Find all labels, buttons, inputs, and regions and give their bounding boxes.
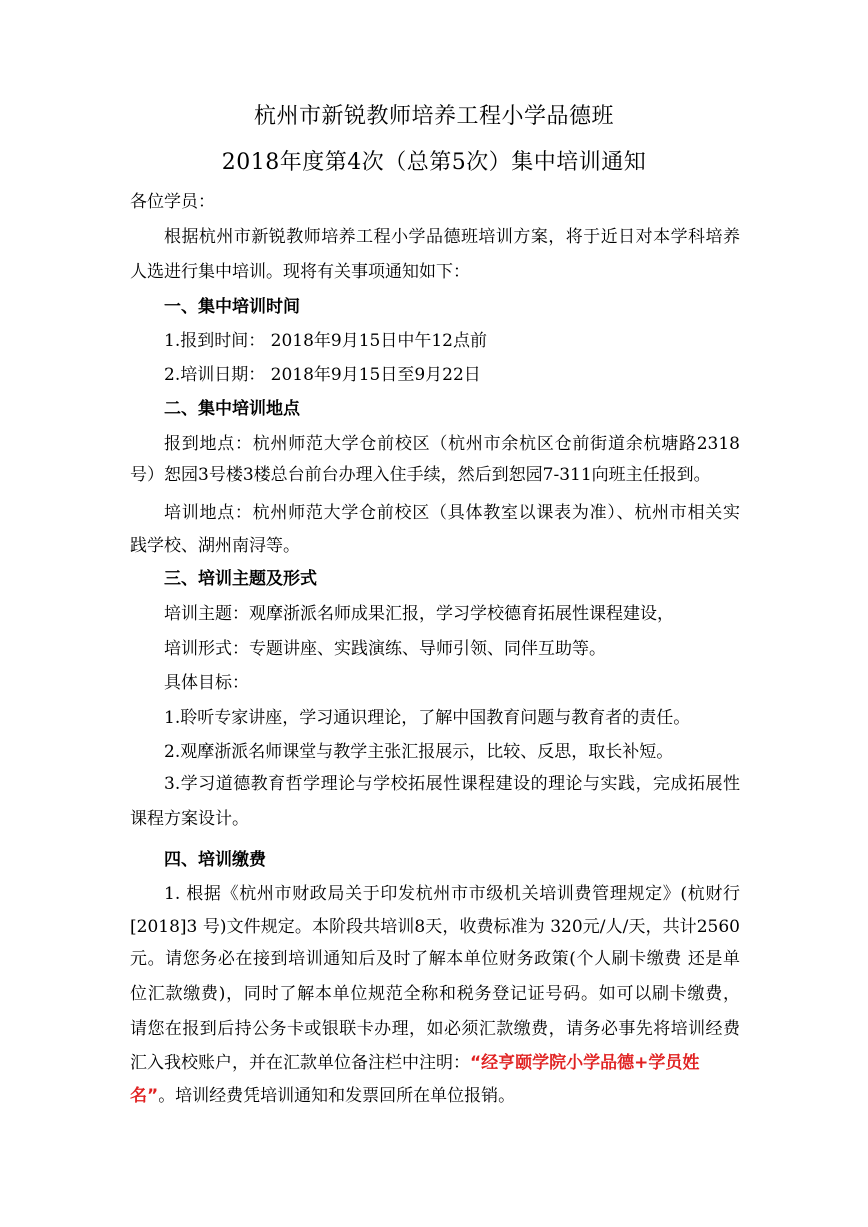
training-location-line: 践学校、湖州南浔等。: [130, 536, 300, 556]
goal-item: 2.观摩浙派名师课堂与教学主张汇报展示，比较、反思，取长补短。: [164, 742, 674, 762]
goal-item-line: 课程方案设计。: [130, 809, 249, 829]
fee-paragraph-line: 1. 根据《杭州市财政局关于印发杭州市市级机关培训费管理规定》(杭财行: [164, 884, 740, 904]
section-heading-time: 一、集中培训时间: [164, 297, 300, 317]
training-dates: 2.培训日期： 2018年9月15日至9月22日: [164, 365, 481, 385]
fee-paragraph-line: [2018]3 号)文件规定。本阶段共培训8天，收费标准为 320元/人/天，共计2560: [130, 917, 740, 937]
training-theme: 培训主题：观摩浙派名师成果汇报，学习学校德育拓展性课程建设，: [164, 604, 674, 624]
reimbursement-text: 。培训经费凭培训通知和发票回所在单位报销。: [158, 1086, 516, 1106]
report-location-line: 号）恕园3号楼3楼总台前台办理入住手续，然后到恕园7-311向班主任报到。: [130, 465, 711, 485]
intro-paragraph-line: 根据杭州市新锐教师培养工程小学品德班培训方案，将于近日对本学科培养: [164, 227, 740, 247]
fee-paragraph-line: 请您在报到后持公务卡或银联卡办理，如必须汇款缴费，请务必事先将培训经费: [130, 1019, 740, 1039]
fee-paragraph-line: 位汇款缴费)，同时了解本单位规范全称和税务登记证号码。如可以刷卡缴费，: [130, 984, 740, 1004]
training-form: 培训形式：专题讲座、实践演练、导师引领、同伴互助等。: [164, 639, 606, 659]
section-heading-theme: 三、培训主题及形式: [164, 569, 317, 589]
report-location-line: 报到地点：杭州师范大学仓前校区（杭州市余杭区仓前街道余杭塘路2318: [164, 434, 740, 454]
section-heading-location: 二、集中培训地点: [164, 399, 300, 419]
goal-item-line: 3.学习道德教育哲学理论与学校拓展性课程建设的理论与实践，完成拓展性: [164, 774, 740, 794]
document-title: 杭州市新锐教师培养工程小学品德班: [253, 104, 614, 129]
intro-paragraph-line: 人选进行集中培训。现将有关事项通知如下：: [130, 262, 470, 282]
goals-label: 具体目标：: [164, 673, 249, 693]
fee-paragraph-line: [130, 1083, 740, 1109]
section-heading-fees: 四、培训缴费: [164, 850, 266, 870]
report-time: 1.报到时间： 2018年9月15日中午12点前: [164, 331, 487, 351]
salutation: 各位学员：: [130, 192, 215, 212]
remark-highlight: 名”: [130, 1086, 159, 1106]
training-location-line: 培训地点：杭州师范大学仓前校区（具体教室以课表为准）、杭州市相关实: [164, 503, 740, 523]
fee-remit-text: 汇入我校账户，并在汇款单位备注栏中注明：: [130, 1053, 470, 1073]
fee-paragraph-line: 元。请您务必在接到培训通知后及时了解本单位财务政策(个人刷卡缴费 还是单: [130, 949, 740, 969]
remark-highlight: “经亨颐学院小学品德+学员姓: [470, 1053, 700, 1073]
document-subtitle: 2018年度第4次（总第5次）集中培训通知: [221, 150, 647, 175]
goal-item: 1.聆听专家讲座，学习通识理论，了解中国教育问题与教育者的责任。: [164, 708, 691, 728]
fee-paragraph-line: [130, 1050, 740, 1076]
